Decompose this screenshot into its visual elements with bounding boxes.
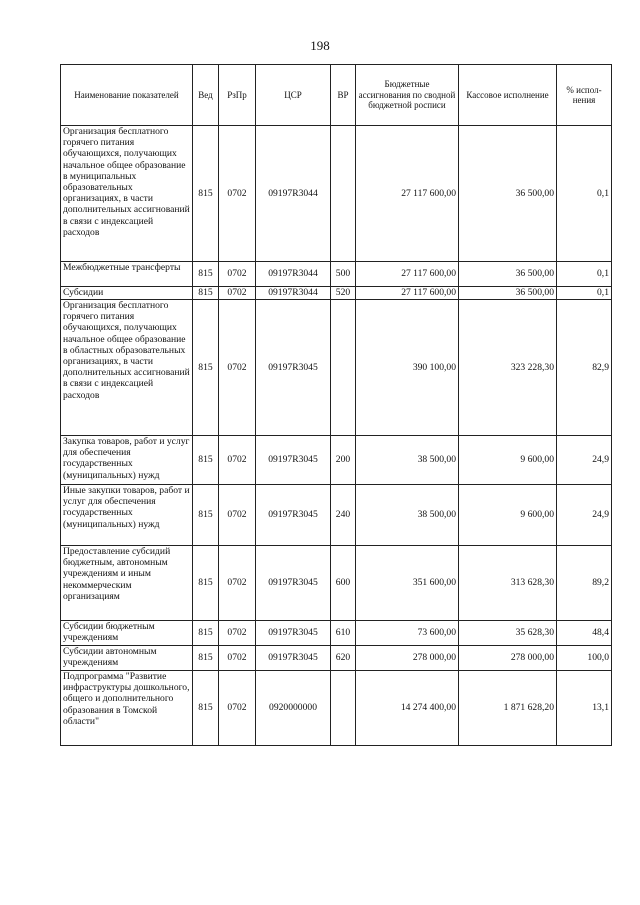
cell-csr: 0920000000 [256,671,331,746]
cell-cash: 36 500,00 [459,262,557,287]
table-row [61,436,612,485]
cell-ved: 815 [193,546,219,621]
cell-name: Организация бесплатного горячего питания обучающихся, получающих начальное общее образование в областных образовательных организациях, в части дополнительных ассигнований в связи с индексацией расходов [61,300,193,436]
cell-budget: 278 000,00 [356,646,459,671]
cell-vr [331,671,356,746]
cell-pct: 48,4 [557,621,612,646]
cell-ved: 815 [193,126,219,262]
cell-ved: 815 [193,287,219,300]
header-row [61,65,612,126]
cell-vr: 600 [331,546,356,621]
table-row [61,621,612,646]
table-row [61,300,612,436]
cell-csr: 09197R3044 [256,126,331,262]
cell-pct: 0,1 [557,262,612,287]
cell-budget: 390 100,00 [356,300,459,436]
cell-ved: 815 [193,671,219,746]
page-number: 198 [310,38,330,53]
cell-budget: 27 117 600,00 [356,262,459,287]
table-row [61,287,612,300]
table-row [61,485,612,546]
header-ved: Вед [193,65,219,126]
cell-rzpr: 0702 [219,126,256,262]
cell-name: Межбюджетные трансферты [61,262,193,287]
table-row [61,671,612,746]
cell-vr: 500 [331,262,356,287]
cell-pct: 82,9 [557,300,612,436]
cell-pct: 13,1 [557,671,612,746]
cell-pct: 0,1 [557,126,612,262]
cell-ved: 815 [193,436,219,485]
cell-rzpr: 0702 [219,621,256,646]
cell-csr: 09197R3045 [256,621,331,646]
cell-csr: 09197R3045 [256,646,331,671]
cell-rzpr: 0702 [219,262,256,287]
cell-cash: 323 228,30 [459,300,557,436]
header-name: Наименование показателей [61,65,193,126]
table-row [61,126,612,262]
cell-csr: 09197R3044 [256,262,331,287]
cell-cash: 1 871 628,20 [459,671,557,746]
cell-cash: 35 628,30 [459,621,557,646]
cell-budget: 38 500,00 [356,436,459,485]
cell-vr: 240 [331,485,356,546]
cell-budget: 27 117 600,00 [356,287,459,300]
cell-csr: 09197R3045 [256,485,331,546]
cell-budget: 73 600,00 [356,621,459,646]
cell-cash: 313 628,30 [459,546,557,621]
cell-name: Субсидии автономным учреждениям [61,646,193,671]
table-row [61,646,612,671]
cell-budget: 38 500,00 [356,485,459,546]
cell-name: Подпрограмма "Развитие инфраструктуры дошкольного, общего и дополнительного образования в Томской области" [61,671,193,746]
cell-csr: 09197R3044 [256,287,331,300]
cell-ved: 815 [193,300,219,436]
cell-vr: 620 [331,646,356,671]
budget-table [60,64,612,746]
header-pct: % испол-нения [557,65,612,126]
cell-vr: 610 [331,621,356,646]
cell-cash: 9 600,00 [459,485,557,546]
cell-vr [331,300,356,436]
cell-ved: 815 [193,646,219,671]
header-cash: Кассовое исполнение [459,65,557,126]
header-budget: Бюджетные ассигнования по сводной бюджетной росписи [356,65,459,126]
cell-pct: 100,0 [557,646,612,671]
cell-ved: 815 [193,262,219,287]
cell-rzpr: 0702 [219,436,256,485]
cell-rzpr: 0702 [219,287,256,300]
cell-name: Субсидии бюджетным учреждениям [61,621,193,646]
cell-name: Предоставление субсидий бюджетным, автономным учреждениям и иным некоммерческим организациям [61,546,193,621]
cell-budget: 351 600,00 [356,546,459,621]
cell-name: Субсидии [61,287,193,300]
header-rzpr: РзПр [219,65,256,126]
cell-csr: 09197R3045 [256,300,331,436]
cell-rzpr: 0702 [219,671,256,746]
cell-pct: 24,9 [557,436,612,485]
cell-cash: 36 500,00 [459,126,557,262]
table-row [61,262,612,287]
cell-pct: 89,2 [557,546,612,621]
cell-name: Закупка товаров, работ и услуг для обеспечения государственных (муниципальных) нужд [61,436,193,485]
header-csr: ЦСР [256,65,331,126]
cell-rzpr: 0702 [219,646,256,671]
cell-rzpr: 0702 [219,546,256,621]
header-vr: ВР [331,65,356,126]
cell-csr: 09197R3045 [256,546,331,621]
cell-cash: 278 000,00 [459,646,557,671]
cell-ved: 815 [193,621,219,646]
cell-rzpr: 0702 [219,485,256,546]
cell-vr: 520 [331,287,356,300]
cell-cash: 9 600,00 [459,436,557,485]
cell-cash: 36 500,00 [459,287,557,300]
cell-vr: 200 [331,436,356,485]
cell-ved: 815 [193,485,219,546]
cell-name: Организация бесплатного горячего питания обучающихся, получающих начальное общее образование в муниципальных образовательных организациях, в части дополнительных ассигнований в связи с индексацией расходов [61,126,193,262]
cell-name: Иные закупки товаров, работ и услуг для обеспечения государственных (муниципальных) нужд [61,485,193,546]
cell-rzpr: 0702 [219,300,256,436]
cell-budget: 14 274 400,00 [356,671,459,746]
cell-pct: 24,9 [557,485,612,546]
cell-vr [331,126,356,262]
cell-csr: 09197R3045 [256,436,331,485]
table-row [61,546,612,621]
cell-budget: 27 117 600,00 [356,126,459,262]
cell-pct: 0,1 [557,287,612,300]
